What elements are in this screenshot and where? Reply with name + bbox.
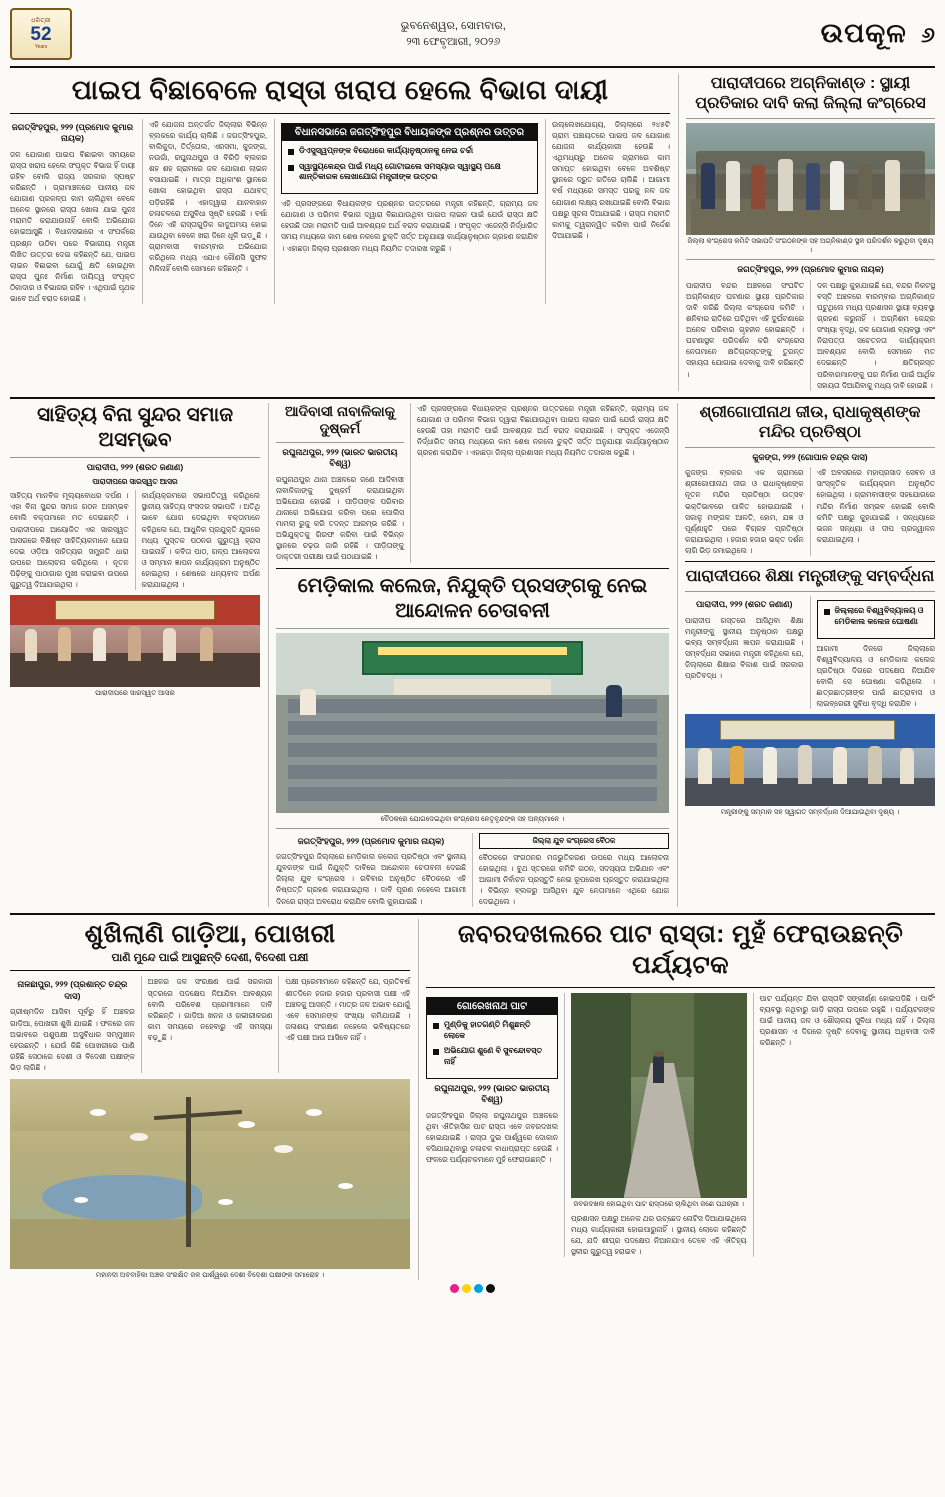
road-photo-caption: ଜବରଦଖଲ ହୋଇଥିବା ପାଟ ରାସ୍ତାରେ ଚାଲିଥିବା ଜଣେ ପଥଚାରୀ । xyxy=(573,1200,744,1208)
dateline-place: ଭୁବନେଶ୍ୱର, ସୋମବାର, xyxy=(400,19,506,32)
encroachment-col-1 xyxy=(426,993,558,1258)
section-title: ଉପକୂଳ xyxy=(820,18,907,48)
lead-text-3: ଏହି ପ୍ରସଙ୍ଗରେ ବିଧାୟକଙ୍କ ପ୍ରଶ୍ନର ଉତ୍ତରରେ ମନ୍ତ୍ରୀ କହିଛନ୍ତି, ଗ୍ରାମ୍ୟ ଜଳ ଯୋଗାଣ ଓ ପରିମଳ ବିଭାଗ ଦ୍ୱାରା ବିଛାଯାଉଥିବା ପାଇପ ଲାଇନ ପାଇଁ ଯେଉଁ ରାସ୍ତା କ୍ଷତି ହେଉଛି ତାହା ମରାମତି ପାଇଁ ଆବଶ୍ୟକ ଅର୍ଥ ବରାଦ କରାଯାଇଛି । ସଂପୃକ୍ତ ଏଜେନ୍ସି ନିର୍ଦ୍ଧାରିତ ସମୟ ମଧ୍ୟରେ କାମ ଶେଷ ନକଲେ ଚୁକ୍ତି ସର୍ତ୍ତ ଅନୁଯାୟୀ କାର୍ଯ୍ୟାନୁଷ୍ଠାନ ଗ୍ରହଣ କରାଯିବ । ଏହାଛଡ଼ା ଜିଲ୍ଲା ପ୍ରଶାସନ ମଧ୍ୟ ନିୟମିତ ତଦାରଖ କରୁଛି । xyxy=(281,199,538,253)
middle-band xyxy=(10,403,935,907)
encroachment-byline: ରଘୁନାଥପୁର, ୨୨୨ (ଭାରତ ଭାରତୀୟ ବିଶ୍ୱ) xyxy=(434,1082,550,1105)
right-middle-stack xyxy=(677,403,935,907)
felicitation-byline: ପାରାଦୀପ, ୨୨୨ (ଶରତ ଜଣାଣ) xyxy=(696,599,793,610)
assembly-box-point xyxy=(288,162,531,184)
sahitya-story xyxy=(10,403,260,907)
fire-text-1: ପାରାଦୀପ ବନ୍ଦର ଅଞ୍ଚଳରେ ସଂଘଟିତ ଅଗ୍ନିକାଣ୍ଡ ଘଟଣାର ସ୍ଥାୟୀ ପ୍ରତିକାର ଦାବି କରିଛି ଜିଲ୍ଲା କଂଗ୍ରେସ କମିଟି । ଶନିବାର ରାତିରେ ଘଟିଥିବା ଏହି ଦୁର୍ଘଟଣାରେ ଅନେକ ପରିବାର ଗୃହହୀନ ହୋଇଛନ୍ତି । ଘଟଣାସ୍ଥଳ ପରିଦର୍ଶନ କରି କଂଗ୍ରେସ ନେତାମାନେ କ୍ଷତିଗ୍ରସ୍ତଙ୍କୁ ତୁରନ୍ତ ସହାୟତା ଯୋଗାଇ ଦେବାକୁ ଦାବି କରିଛନ୍ତି । xyxy=(686,280,804,379)
yuva-congress-subhead: ଜିଲ୍ଲା ଯୁବ କଂଗ୍ରେସ ବୈଠକ xyxy=(479,833,669,849)
lead-col-3 xyxy=(274,119,538,304)
lead-text-2: ଏହି ଯୋଜନା ଅନ୍ତର୍ଗତ ଜିଲ୍ଲାର ବିଭିନ୍ନ ବ୍ଲକରେ କାର୍ଯ୍ୟ ଚାଲିଛି । ଜଗତ୍‌ସିଂହପୁର, ବାଲିକୁଦା, ତିର୍ତ୍ତୋଲ, ଏରସମା, କୁଜଙ୍ଗ, ନଉଗାଁ, ରଘୁନାଥପୁର ଓ ବିରିଡ଼ି ବ୍ଲକର ଶହ ଶହ ଗ୍ରାମରେ ଜଳ ଯୋଗାଣ ଲାଇନ ବସାଯାଇଛି । ମାତ୍ର ଅଧିକାଂଶ ସ୍ଥାନରେ ଖୋଳା ହୋଇଥିବା ରାସ୍ତା ଯଥାବତ୍ ପଡ଼ିରହିଛି । ଏହାଦ୍ୱାରା ଯାନବାହାନ ଚଳାଚଳରେ ଅସୁବିଧା ସୃଷ୍ଟି ହେଉଛି । ବର୍ଷା ଦିନେ ଏହି ରାସ୍ତାଗୁଡ଼ିକ କାଦୁଅମୟ ହୋଇ ଯାଉଥିବା ବେଳେ ଖରା ଦିନେ ଧୂଳି ଉଡ଼ୁଛି । ଗ୍ରାମବାସୀ ବାରମ୍ବାର ଅଭିଯୋଗ କରିଥିଲେ ମଧ୍ୟ ଏଯାଏ କୌଣସି ସୁଫଳ ମିଳିନାହିଁ ବୋଲି ସେମାନେ କହିଛନ୍ତି । xyxy=(149,119,267,274)
medical-col-2 xyxy=(472,833,669,908)
drought-story xyxy=(10,919,410,1280)
felicitation-photo xyxy=(685,714,935,806)
drought-byline: ନାଳଛାପୁର, ୨୨୨ (ପ୍ରଶାନ୍ତ ଚନ୍ଦ୍ର ଦାସ) xyxy=(17,979,128,1001)
drought-subhead: ପାଣି ମୁନ୍ଦେ ପାଇଁ ଆସୁଛନ୍ତି ଦେଶୀ, ବିଦେଶୀ ପକ୍ଷୀ xyxy=(111,952,309,965)
birds-photo-caption: ମହାନଦୀ ଅବବାହିକା ଅଞ୍ଚଳ ସଂରକ୍ଷିତ ଜଳ ପାର୍ଶ୍ୱରେ ଦେଶୀ ବିଦେଶୀ ପକ୍ଷୀଙ୍କ ସମାରୋହ । xyxy=(95,1272,325,1280)
felicitation-photo-caption: ମନ୍ତ୍ରୀଙ୍କୁ ସମ୍ମାନ ସହ ସ୍ୱାଗତ ସମ୍ବର୍ଦ୍ଧନା ଦିଆଯାଉଥିବା ଦୃଶ୍ୟ । xyxy=(720,809,900,817)
logo-anniversary-number: 52 xyxy=(30,24,52,45)
masthead-section-area xyxy=(821,18,935,50)
medical-col-1 xyxy=(276,833,466,908)
drought-headline: ଶୁଖିଲାଣି ଗାଡ଼ିଆ, ପୋଖରୀ xyxy=(84,920,336,949)
bottom-band xyxy=(10,919,935,1280)
medical-photo xyxy=(276,633,669,813)
assembly-answer-box xyxy=(281,123,538,194)
assembly-box-title: ବିଧାନସଭାରେ ଜଗତ୍‌ସିଂହପୁର ବିଧାୟକଙ୍କ ପ୍ରଶ୍ନର ଉତ୍ତର xyxy=(282,124,537,141)
lead-text-4: ଉଲ୍ଲେଖଯୋଗ୍ୟ, ଜିଲ୍ଲାରେ ୨୪୫ଟି ଗ୍ରାମ ପଞ୍ଚାୟତରେ ପାଇପ ଜଳ ଯୋଗାଣ ଯୋଜନା କାର୍ଯ୍ୟକାରୀ ହେଉଛି । ଏଥିମଧ୍ୟରୁ ଅନେକ ଗ୍ରାମରେ କାମ ସମାପ୍ତ ହୋଇଥିବା ବେଳେ ଅବଶିଷ୍ଟ ସ୍ଥାନରେ ଦ୍ରୁତ ଗତିରେ ଚାଲିଛି । ଆଗାମୀ ବର୍ଷ ମଧ୍ୟରେ ସମସ୍ତ ଘରକୁ ନଳ ଜଳ ଯୋଗାଣ ଲକ୍ଷ୍ୟ ରଖାଯାଇଛି ବୋଲି ବିଭାଗ ପକ୍ଷରୁ ସୂଚନା ଦିଆଯାଇଛି । ରାସ୍ତା ମରାମତି କାମକୁ ତ୍ୱରାନ୍ୱିତ କରିବା ପାଇଁ ନିର୍ଦ୍ଦେଶ ଦିଆଯାଇଛି । xyxy=(552,119,670,240)
bullet-square-icon xyxy=(433,1049,439,1055)
lead-col-1 xyxy=(10,119,135,304)
felicitation-text-2: ଆଗାମୀ ଦିନରେ ଜିଲ୍ଲାରେ ବିଶ୍ୱବିଦ୍ୟାଳୟ ଓ ମେଡିକାଲ କଲେଜ ପ୍ରତିଷ୍ଠା ଦିଗରେ ପଦକ୍ଷେପ ନିଆଯିବ ବୋଲି ସେ ଘୋଷଣା କରିଥିଲେ । ଛାତ୍ରଛାତ୍ରୀଙ୍କ ପାଇଁ ଛାତ୍ରାବାସ ଓ ଲାଇବ୍ରେରୀ ସୁବିଧା ବୃଦ୍ଧି କରାଯିବ । xyxy=(816,643,935,709)
road-photo-scene xyxy=(571,993,747,1198)
temple-headline: ଶ୍ରୀଗୋପୀନାଥ ଜୀଉ, ରାଧାକୃଷ୍ଣଙ୍କ ମନ୍ଦିର ପ୍ରତିଷ୍ଠା xyxy=(699,403,921,441)
masthead xyxy=(10,8,935,68)
felicitation-box xyxy=(817,600,936,639)
encroachment-story xyxy=(418,919,935,1280)
drought-text-2: ଅଞ୍ଚଳର ଜଳ ସଂରକ୍ଷଣ ପାଇଁ ସରକାରୀ ସ୍ତରରେ ପଦକ୍ଷେପ ନିଆଯିବା ଆବଶ୍ୟକ ବୋଲି ପରିବେଶ ପ୍ରେମୀମାନେ ଦାବି କରିଛନ୍ତି । ଗାଡ଼ିଆ ଖନନ ଓ ଗଭୀରୀକରଣ କାମ ସମୟରେ ନହେବାରୁ ଏହି ସମସ୍ୟା ବଢ଼ୁଛି । xyxy=(147,977,273,1042)
medical-photo-caption: ବୈଠକରେ ଯୋଗଦେଇଥିବା କଂଗ୍ରେସ ନେତୃବୃନ୍ଦଙ୍କ ସହ ଅନ୍ୟମାନେ । xyxy=(380,815,565,823)
sahitya-photo xyxy=(10,595,260,687)
gorekhanath-box xyxy=(426,997,558,1079)
felicitation-col-1 xyxy=(685,596,804,709)
drought-col-3 xyxy=(278,976,410,1073)
bullet-square-icon xyxy=(433,1023,439,1029)
top-band xyxy=(10,74,935,391)
center-filler-col xyxy=(410,403,669,563)
gorekhanath-box-title: ଗୋରେଖନାଥ ପାଟ xyxy=(427,998,557,1015)
felicitation-box-point xyxy=(824,606,929,628)
fire-photo xyxy=(686,123,935,235)
lead-story xyxy=(10,74,670,391)
birds-photo-scene xyxy=(10,1079,410,1269)
sahitya-headline: ସାହିତ୍ୟ ବିନା ସୁନ୍ଦର ସମାଜ ଅସମ୍ଭବ xyxy=(36,403,234,451)
road-photo xyxy=(571,993,747,1198)
felicitation-photo-scene xyxy=(685,714,935,806)
drought-col-2 xyxy=(141,976,273,1073)
encroachment-text-3: ପାଟ ପର୍ଯ୍ୟନ୍ତ ଯିବା ରାସ୍ତାଟି ସଙ୍କୀର୍ଣ୍ଣ ହୋଇପଡ଼ିଛି । ପାର୍କିଂ ବ୍ୟବସ୍ଥା ନଥିବାରୁ ଗାଡ଼ି ରାସ୍ତା ଉପରେ ରହୁଛି । ପର୍ଯ୍ୟଟକଙ୍କ ପାଇଁ ପାନୀୟ ଜଳ ଓ ଶୌଚାଳୟ ସୁବିଧା ମଧ୍ୟ ନାହିଁ । ଜିଲ୍ଲା ପ୍ରଶାସନ ଏ ଦିଗରେ ଦୃଷ୍ଟି ଦେବାକୁ ସ୍ଥାନୀୟ ଅଧିବାସୀ ଦାବି କରିଛନ୍ତି । xyxy=(759,993,935,1048)
lead-col-4 xyxy=(545,119,670,304)
dateline-date: ୨୩ ଫେବୃଆରୀ, ୨୦୨୬ xyxy=(406,36,501,48)
sahitya-text-2: କାର୍ଯ୍ୟକ୍ରମରେ ସଭାପତିତ୍ୱ କରିଥିଲେ ସ୍ଥାନୀୟ ସାହିତ୍ୟ ସଂସଦର ସଭାପତି । ଅତିଥି ଭାବେ ଯୋଗ ଦେଇଥିବା ବକ୍ତାମାନେ କହିଥିଲେ ଯେ, ଆଧୁନିକ ପ୍ରଯୁକ୍ତି ଯୁଗରେ ମଧ୍ୟ ପୁସ୍ତକ ପଠନର ଗୁରୁତ୍ୱ ହ୍ରାସ ପାଇନାହିଁ । କବିତା ପାଠ, ଗଳ୍ପ ଆଲୋଚନା ଓ ସମ୍ମାନ ଜ୍ଞାପନ କାର୍ଯ୍ୟକ୍ରମ ଅନୁଷ୍ଠିତ ହୋଇଥିଲା । ଶେଷରେ ଧନ୍ୟବାଦ ଅର୍ପଣ କରାଯାଇଥିଲା । xyxy=(135,490,261,590)
sahitya-photo-caption: ପାରାଦୀପରେ ସାରସ୍ୱତ ଆସର xyxy=(95,690,175,698)
assembly-box-point-text: ଡିଏସୁସ୍ୱପ୍ନଙ୍କ ବିରୋଧରେ କାର୍ଯ୍ୟାନୁଷ୍ଠାନକୁ ନେଇ ଚର୍ଚ୍ଚା xyxy=(299,145,474,155)
publication-logo xyxy=(10,8,72,60)
fire-photo-scene xyxy=(686,123,935,235)
drought-text-1: ଗ୍ରୀଷ୍ମଦିନ ଆସିବା ପୂର୍ବରୁ ହିଁ ଅଞ୍ଚଳର ଗାଡ଼ିଆ, ପୋଖରୀ ଶୁଖି ଯାଇଛି । ଫଳରେ ଜଳ ଅଭାବରେ ପଶୁପକ୍ଷୀ ଅସୁବିଧାର ସମ୍ମୁଖୀନ ହେଉଛନ୍ତି । ଯେଉଁ କିଛି ପୋଖରୀରେ ପାଣି ରହିଛି ସେଠାରେ ଦେଶୀ ଓ ବିଦେଶୀ ପକ୍ଷୀଙ୍କ ଭିଡ଼ ଲାଗିଛି । xyxy=(10,1007,135,1072)
fire-text-2: ଦଳ ପକ୍ଷରୁ କୁହାଯାଇଛି ଯେ, ବନ୍ଦର ନିକଟସ୍ଥ ବସ୍ତି ଅଞ୍ଚଳରେ ବାରମ୍ବାର ଅଗ୍ନିକାଣ୍ଡ ଘଟୁଥିଲେ ମଧ୍ୟ ପ୍ରଶାସନ ସ୍ଥାୟୀ ବ୍ୟବସ୍ଥା ଗ୍ରହଣ କରୁନାହିଁ । ଅଗ୍ନିଶମ କେନ୍ଦ୍ର ସଂଖ୍ୟା ବୃଦ୍ଧି, ଜଳ ଯୋଗାଣ ବ୍ୟବସ୍ଥା ଏବଂ ନିରାପତ୍ତା ସଚେତନତା କାର୍ଯ୍ୟକ୍ରମ ଆବଶ୍ୟକ ବୋଲି ସେମାନେ ମତ ଦେଇଛନ୍ତି । କ୍ଷତିଗ୍ରସ୍ତ ପରିବାରମାନଙ୍କୁ ଘର ନିର୍ମାଣ ପାଇଁ ଆର୍ଥିକ ସହାୟତା ଦିଆଯିବାକୁ ମଧ୍ୟ ଦାବି ହୋଇଛି । xyxy=(810,280,935,391)
logo-years-label: Years xyxy=(34,44,48,50)
felicitation-text-1: ପାରାଦୀପ ଗସ୍ତରେ ଆସିଥିବା ଶିକ୍ଷା ମନ୍ତ୍ରୀଙ୍କୁ ସ୍ଥାନୀୟ ଅନୁଷ୍ଠାନ ପକ୍ଷରୁ ଭବ୍ୟ ସମ୍ବର୍ଦ୍ଧନା ଜ୍ଞାପନ କରାଯାଇଛି । ସମ୍ବର୍ଦ୍ଧନା ସଭାରେ ମନ୍ତ୍ରୀ କହିଥିଲେ ଯେ, ଜିଲ୍ଲାରେ ଶିକ୍ଷାର ବିକାଶ ପାଇଁ ସରକାର ପ୍ରତିବଦ୍ଧ । xyxy=(685,615,804,681)
encroachment-text-2: ପ୍ରଶାସନ ପକ୍ଷରୁ ଅନେକ ଥର ଉଚ୍ଛେଦ ନୋଟିସ ଦିଆଯାଇଥିଲେ ମଧ୍ୟ କାର୍ଯ୍ୟକାରୀ ହୋଇପାରୁନାହିଁ । ସ୍ଥାନୀୟ ଲୋକେ କହିଛନ୍ତି ଯେ, ଯଦି ଶୀଘ୍ର ପଦକ୍ଷେପ ନିଆନଯାଏ ତେବେ ଏହି ଐତିହ୍ୟ ସ୍ଥଳୀର ଗୁରୁତ୍ୱ ହରାଇବ । xyxy=(571,1213,747,1257)
masthead-dateline xyxy=(86,18,821,51)
tribal-story xyxy=(276,403,404,563)
center-middle-stack xyxy=(268,403,669,907)
medical-text-1: ଜଗତ୍‌ସିଂହପୁର ଜିଲ୍ଲାରେ ମେଡ଼ିକାଲ କଲେଜ ପ୍ରତିଷ୍ଠା ଏବଂ ସ୍ଥାନୀୟ ଯୁବକଙ୍କ ପାଇଁ ନିଯୁକ୍ତି ଦାବିରେ ଆନ୍ଦୋଳନ ଚେତାବନୀ ଦେଇଛି ଜିଲ୍ଲା ଯୁବ କଂଗ୍ରେସ । ରବିବାର ଅନୁଷ୍ଠିତ ବୈଠକରେ ଏହି ନିଷ୍ପତ୍ତି ଗ୍ରହଣ କରାଯାଇଥିଲା । ଦାବି ପୂରଣ ନହେଲେ ଆଗାମୀ ଦିନରେ ରାସ୍ତା ଅବରୋଧ କରାଯିବ ବୋଲି କୁହାଯାଇଛି । xyxy=(276,852,466,906)
bullet-square-icon xyxy=(288,149,294,155)
fire-byline: ଜଗତ୍‌ସିଂହପୁର, ୨୨୨ (ପ୍ରମୋଦ କୁମାର ନାୟକ) xyxy=(737,264,884,275)
gorekhanath-box-point-text: ମୁଣ୍ଡିକୁ ହାତଗଣ୍ତି ମିଶୁଛନ୍ତି ଲୋକେ xyxy=(444,1019,531,1040)
divider-top-mid xyxy=(10,397,935,399)
sahitya-text-1: ସାହିତ୍ୟ ମାନବିକ ମୂଲ୍ୟବୋଧର ଦର୍ପଣ । ଏହା ବିନା ସୁନ୍ଦର ସମାଜ ଗଠନ ଅସମ୍ଭବ ବୋଲି ବକ୍ତାମାନେ ମତ ଦେଇଛନ୍ତି । ପାରାଦୀପରେ ଆୟୋଜିତ ଏକ ସାରସ୍ୱତ ଆସରରେ ବିଶିଷ୍ଟ ସାହିତ୍ୟିକମାନେ ଯୋଗ ଦେଇ ଓଡ଼ିଆ ସାହିତ୍ୟର ସମ୍ପ୍ରତି ଧାରା ଉପରେ ଆଲୋଚନା କରିଥିଲେ । ନୂତନ ପିଢ଼ିଙ୍କୁ ପାଠାଗାର ମୁଖୀ କରାଇବା ଉପରେ ଗୁରୁତ୍ୱ ଦିଆଯାଇଥିଲା । xyxy=(10,491,129,590)
bullet-square-icon xyxy=(288,165,294,171)
encroachment-col-3 xyxy=(753,993,936,1258)
felicitation-col-2 xyxy=(810,596,936,709)
drought-text-3: ପକ୍ଷୀ ପ୍ରେମୀମାନେ କହିଛନ୍ତି ଯେ, ପ୍ରତିବର୍ଷ ଶୀତଦିନେ ହଜାର ହଜାର ପ୍ରବାସୀ ପକ୍ଷୀ ଏହି ଅଞ୍ଚଳକୁ ଆସନ୍ତି । ମାତ୍ର ଜଳ ଅଭାବ ଯୋଗୁଁ ଏବେ ସେମାନଙ୍କ ସଂଖ୍ୟା କମିଯାଉଛି । ଜଳାଶୟ ସଂରକ୍ଷଣ ନହେଲେ ଭବିଷ୍ୟତରେ ଏହି ପକ୍ଷୀ ଆଉ ଆସିବେ ନାହିଁ । xyxy=(285,977,411,1042)
logo-top-text: ଧରିତ୍ରୀ xyxy=(31,18,51,24)
assembly-box-point-text: ସ୍ୱାସ୍ଥ୍ୟକେନ୍ଦ୍ର ପାଇଁ ମଧ୍ୟ ଗୋଟାଇଲେ ସମସ୍ୟାର ସ୍ୱାସ୍ଥ୍ୟ ପକ୍ଷେ ଶାନ୍ତିକାରକ ଲେଖାଯୋଗ ମନ୍ତ୍ରୀଙ୍କ ଉତ୍ତର xyxy=(299,161,501,182)
felicitation-box-point-text: ଜିଲ୍ଲାରେ ବିଶ୍ୱବିଦ୍ୟାଳୟ ଓ ମେଡିକାଲ କଲେଜ ଘୋଷଣା xyxy=(834,606,924,626)
gorekhanath-box-point-text: ଅଭିଯୋଗ ଶୁଣେ ବି ସୁବନ୍ଦୋବସ୍ତ ନାହିଁ xyxy=(444,1046,543,1067)
medical-text-2: ବୈଠକରେ ସଂଗଠନର ମଜଭୁତିକରଣ ଉପରେ ମଧ୍ୟ ଆଲୋଚନା ହୋଇଥିଲା । ବୁଥ ସ୍ତରରେ କମିଟି ଗଠନ, ସଦସ୍ୟତା ଅଭିଯାନ ଏବଂ ଆଗାମୀ ନିର୍ବାଚନ ପ୍ରସ୍ତୁତି ନେଇ ରୂପରେଖ ପ୍ରସ୍ତୁତ କରାଯାଇଥିଲା । ବିଭିନ୍ନ ବ୍ଲକରୁ ଆସିଥିବା ଯୁବ ନେତାମାନେ ଏଥିରେ ଯୋଗ ଦେଇଥିଲେ । xyxy=(479,852,669,907)
temple-text-2: ଏହି ଅବସରରେ ମହାପ୍ରସାଦ ସେବନ ଓ ସାଂସ୍କୃତିକ କାର୍ଯ୍ୟକ୍ରମ ଅନୁଷ୍ଠିତ ହୋଇଥିଲା । ଗ୍ରାମବାସୀଙ୍କ ସହଯୋଗରେ ମନ୍ଦିର ନିର୍ମାଣ ସମ୍ଭବ ହୋଇଛି ବୋଲି କମିଟି ପକ୍ଷରୁ କୁହାଯାଇଛି । ସନ୍ଧ୍ୟାରେ ଭଜନ ସନ୍ଧ୍ୟା ଓ ଦୀପ ପ୍ରଜ୍ୱାଳନ କରାଯାଇଥିଲା । xyxy=(810,467,936,556)
gorekhanath-box-point xyxy=(433,1046,551,1068)
tribal-text: ରଘୁନାଥପୁର ଥାନା ଅଞ୍ଚଳରେ ଜଣେ ଆଦିବାସୀ ନାବାଳିକାଙ୍କୁ ଦୁଷ୍କର୍ମ କରାଯାଇଥିବା ଅଭିଯୋଗ ହୋଇଛି । ପୀଡ଼ିତାଙ୍କ ପରିବାର ଥାନାରେ ଅଭିଯୋଗ କରିବା ପରେ ପୋଲିସ ମାମଲା ରୁଜୁ କରି ତଦନ୍ତ ଆରମ୍ଭ କରିଛି । ଅଭିଯୁକ୍ତକୁ ଗିରଫ କରିବା ପାଇଁ ବିଭିନ୍ନ ସ୍ଥାନରେ ଚଢ଼ଉ ଜାରି ରହିଛି । ପୀଡ଼ିତାଙ୍କୁ ଡାକ୍ତରୀ ପରୀକ୍ଷା ପାଇଁ ପଠାଯାଇଛି । xyxy=(276,474,404,562)
gorekhanath-box-point xyxy=(433,1020,551,1042)
lead-headline: ପାଇପ ବିଛାବେଳେ ରାସ୍ତା ଖରାପ ହେଲେ ବିଭାଗ ଦାୟୀ xyxy=(71,75,609,105)
fire-photo-caption: ଜିଲ୍ଲା କଂଗ୍ରେସ କମିଟି ସଭାପତି ସଂଗଠନଙ୍କ ସହ ଅଗ୍ନିକାଣ୍ଡ ସ୍ଥଳ ପରିଦର୍ଶନ କରୁଥିବା ଦୃଶ୍ୟ । xyxy=(687,238,934,255)
lead-col-2 xyxy=(142,119,267,304)
bullet-square-icon xyxy=(824,609,830,615)
temple-text-1: କୁଜଙ୍ଗ ବ୍ଲକର ଏକ ଗ୍ରାମରେ ଶ୍ରୀଗୋପୀନାଥ ଜୀଉ ଓ ରାଧାକୃଷ୍ଣଙ୍କ ନୂତନ ମନ୍ଦିର ପ୍ରତିଷ୍ଠା ଉତ୍ସବ ଭକ୍ତିଭାବରେ ପାଳିତ ହୋଇଯାଇଛି । ସକାଳୁ ମଙ୍ଗଳ ଆଳତି, ହୋମ, ଯଜ୍ଞ ଓ ପୂର୍ଣ୍ଣାହୁତି ପରେ ବିଗ୍ରହ ପ୍ରତିଷ୍ଠା କରାଯାଇଥିଲା । ହଜାର ହଜାର ଭକ୍ତ ଦର୍ଶନ ଲାଗି ଭିଡ଼ ଜମାଇଥିଲେ । xyxy=(685,468,804,555)
medical-byline: ଜଗତ୍‌ସିଂହପୁର, ୨୨୨ (ପ୍ରମୋଦ କୁମାର ନାୟକ) xyxy=(297,835,445,846)
drought-col-1 xyxy=(10,976,135,1073)
lead-byline: ଜଗତ୍‌ସିଂହପୁର, ୨୨୨ (ପ୍ରମୋଦ କୁମାର ନାୟକ) xyxy=(11,121,134,144)
color-registration-marks xyxy=(10,1284,935,1293)
tribal-byline: ରଘୁନାଥପୁର, ୨୨୨ (ଭାରତ ଭାରତୀୟ ବିଶ୍ୱ) xyxy=(282,446,398,469)
page-number: ୬ xyxy=(921,22,935,47)
medical-photo-scene xyxy=(276,633,669,813)
encroachment-text-1: ଜଗତ୍‌ସିଂହପୁର ଜିଲ୍ଲା ରଘୁନାଥପୁର ଅଞ୍ଚଳରେ ଥିବା ଐତିହାସିକ ପାଟ ରାସ୍ତା ଏବେ ଜବରଦଖଲ ହୋଇଯାଇଛି । ରାସ୍ତା ଦୁଇ ପାର୍ଶ୍ୱରେ ଦୋକାନ ବସିଯାଇଥିବାରୁ ଚଳାଚଳ ବାଧାପ୍ରାପ୍ତ ହେଉଛି । ଫଳରେ ପର୍ଯ୍ୟଟକମାନେ ମୁହଁ ଫେରାଉଛନ୍ତି । xyxy=(426,1110,558,1165)
medical-headline: ମେଡ଼ିକାଲ କଲେଜ, ନିଯୁକ୍ତି ପ୍ରସଙ୍ଗକୁ ନେଇ ଆନ୍ଦୋଳନ ଚେତାବନୀ xyxy=(297,574,648,622)
felicitation-headline: ପାରାଦୀପରେ ଶିକ୍ଷା ମନ୍ତ୍ରୀଙ୍କୁ ସମ୍ବର୍ଦ୍ଧନା xyxy=(685,568,935,586)
assembly-box-point xyxy=(288,146,531,157)
lead-text-1: ଜଳ ଯୋଗାଣ ପାଇପ ବିଛାଇବା ସମୟରେ ରାସ୍ତା ଖରାପ ହେଲେ ସଂପୃକ୍ତ ବିଭାଗ ହିଁ ଦାୟୀ ରହିବ ବୋଲି ରାଜ୍ୟ ସରକାର ସ୍ପଷ୍ଟ କରିଛନ୍ତି । ଗ୍ରାମାଞ୍ଚଳରେ ପାନୀୟ ଜଳ ଯୋଗାଣ ପ୍ରକଳ୍ପ କାମ ଚାଲିଥିବା ବେଳେ ଅନେକ ସ୍ଥାନରେ ରାସ୍ତା ଖୋଳା ଯାଇ ପୁନଃ ମରାମତି କରାଯାଉନାହିଁ ବୋଲି ଅଭିଯୋଗ ହୋଇଆସୁଛି । ବିଧାନସଭାରେ ଏ ସଂପର୍କରେ ପ୍ରଶ୍ନ ଉଠିବା ପରେ ବିଭାଗୀୟ ମନ୍ତ୍ରୀ ଲିଖିତ ଉତ୍ତର ଦେଇ କହିଛନ୍ତି ଯେ, ପାଇପ ଲାଇନ ବିଛାଇବା ଯୋଗୁଁ କ୍ଷତି ହୋଇଥିବା ରାସ୍ତା ପୁନଃ ନିର୍ମାଣ ଦାୟିତ୍ୱ ସଂପୃକ୍ତ ଠିକାଦାର ଓ ବିଭାଗର ରହିବ । ଏଥିପାଇଁ ପୃଥକ ଭାବେ ଅର୍ଥ ବରାଦ ହୋଇଛି । xyxy=(10,149,135,304)
temple-byline: କୁଜଙ୍ଗ, ୨୨୨ (ଗୋପାଳ ଚନ୍ଦ୍ର ଦାସ) xyxy=(752,451,868,462)
fire-headline: ପାରାଦୀପରେ ଅଗ୍ନିକାଣ୍ଡ : ସ୍ଥାୟୀ ପ୍ରତିକାର ଦାବି କଲା ଜିଲ୍ଲା କଂଗ୍ରେସ xyxy=(695,75,926,112)
divider-mid-bottom xyxy=(10,913,935,915)
birds-photo xyxy=(10,1079,410,1269)
encroachment-headline: ଜବରଦଖଲରେ ପାଟ ରାସ୍ତା: ମୁହଁ ଫେରାଉଛନ୍ତି ପର୍ଯ୍ୟଟକ xyxy=(457,920,904,980)
sahitya-subhead: ପାରାଦୀପରେ ସାରସ୍ୱତ ଆସର xyxy=(92,477,178,487)
center-filler-text: ଏହି ପ୍ରସଙ୍ଗରେ ବିଧାୟକଙ୍କ ପ୍ରଶ୍ନର ଉତ୍ତରରେ ମନ୍ତ୍ରୀ କହିଛନ୍ତି, ଗ୍ରାମ୍ୟ ଜଳ ଯୋଗାଣ ଓ ପରିମଳ ବିଭାଗ ଦ୍ୱାରା ବିଛାଯାଉଥିବା ପାଇପ ଲାଇନ ପାଇଁ ଯେଉଁ ରାସ୍ତା କ୍ଷତି ହେଉଛି ତାହା ମରାମତି ପାଇଁ ଆବଶ୍ୟକ ଅର୍ଥ ବରାଦ କରାଯାଇଛି । ସଂପୃକ୍ତ ଏଜେନ୍ସି ନିର୍ଦ୍ଧାରିତ ସମୟ ମଧ୍ୟରେ କାମ ଶେଷ ନକଲେ ଚୁକ୍ତି ସର୍ତ୍ତ ଅନୁଯାୟୀ କାର୍ଯ୍ୟାନୁଷ୍ଠାନ ଗ୍ରହଣ କରାଯିବ । ଏହାଛଡ଼ା ଜିଲ୍ଲା ପ୍ରଶାସନ ମଧ୍ୟ ନିୟମିତ ତଦାରଖ କରୁଛି । xyxy=(417,403,669,458)
sahitya-byline: ପାରାଦୀପ, ୨୨୨ (ଶରତ ଜଣାଣ) xyxy=(86,461,184,472)
tribal-headline: ଆଦିବାସୀ ନାବାଳିକାକୁ ଦୁଷ୍କର୍ମ xyxy=(285,402,395,437)
fire-story xyxy=(678,74,935,391)
sahitya-photo-scene xyxy=(10,595,260,687)
encroachment-col-2 xyxy=(564,993,747,1258)
